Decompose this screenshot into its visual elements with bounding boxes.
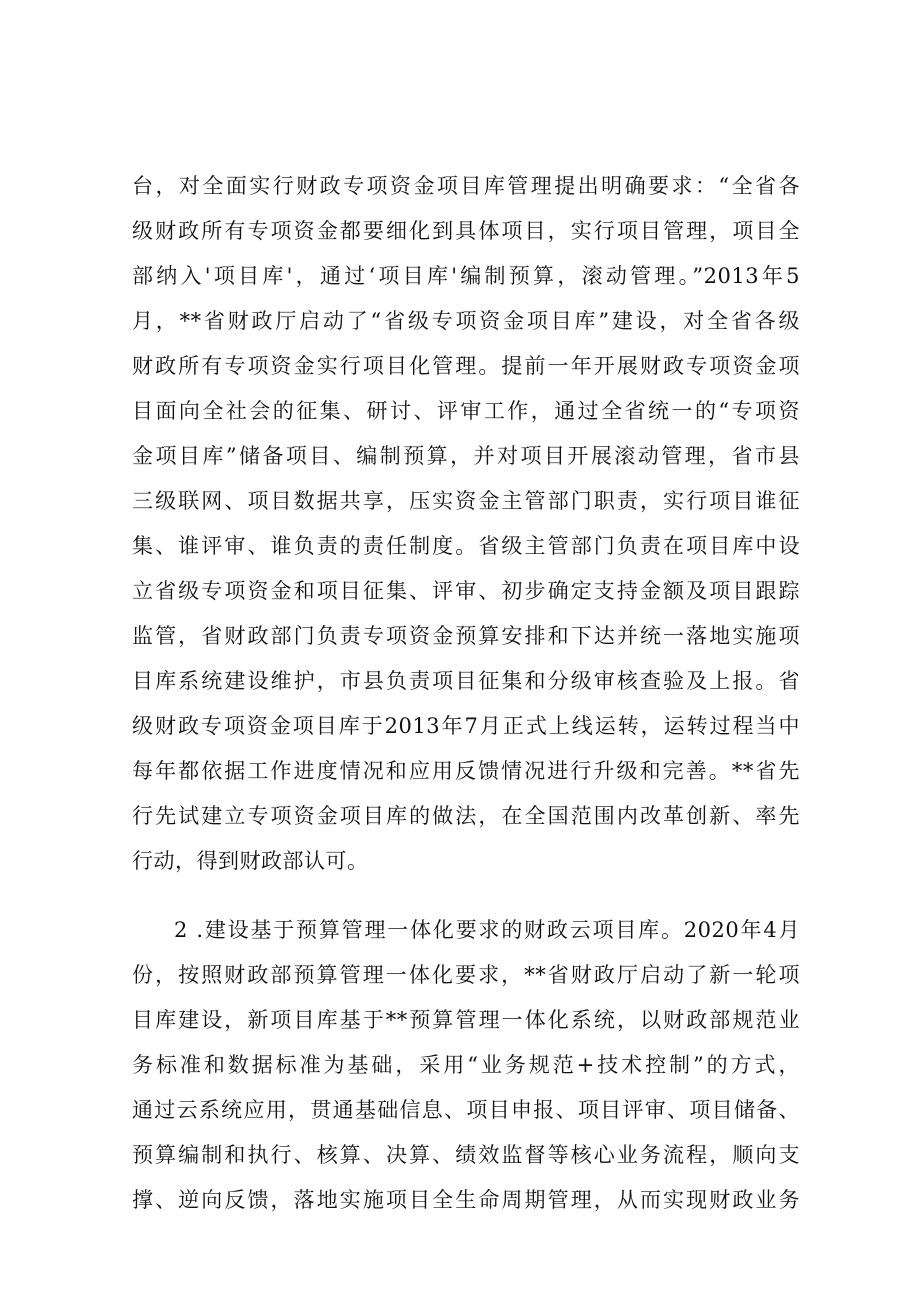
text-line: 金项目库”储备项目、编制预算，并对项目开展滚动管理，省市县: [132, 444, 800, 468]
text-line-heading: 2 .建设基于预算管理一体化要求的财政云项目库。2020年4月: [174, 918, 800, 942]
text-line: 集、谁评审、谁负责的责任制度。省级主管部门负责在项目库中设: [132, 534, 800, 558]
text-line: 撑、逆向反馈，落地实施项目全生命周期管理，从而实现财政业务: [132, 1188, 800, 1212]
text-line: 目库建设，新项目库基于**预算管理一体化系统，以财政部规范业: [132, 1008, 800, 1032]
text-line: 通过云系统应用，贯通基础信息、项目申报、项目评审、项目储备、: [132, 1098, 800, 1122]
text-line: 月，**省财政厅启动了“省级专项资金项目库”建设，对全省各级: [132, 309, 800, 333]
text-line: 目面向全社会的征集、研讨、评审工作，通过全省统一的“专项资: [132, 399, 800, 423]
text-line: 每年都依据工作进度情况和应用反馈情况进行升级和完善。**省先: [132, 759, 800, 783]
paragraph-cloud-project-library: [132, 908, 800, 1223]
text-line: 行动，得到财政部认可。: [132, 849, 369, 873]
text-line: 台，对全面实行财政专项资金项目库管理提出明确要求：“全省各: [132, 174, 800, 198]
text-line: 监管，省财政部门负责专项资金预算安排和下达并统一落地实施项: [132, 624, 800, 648]
paragraph-project-library-history: [132, 164, 800, 884]
text-line: 级财政专项资金项目库于2013年7月正式上线运转，运转过程当中: [132, 714, 800, 738]
document-body: [132, 164, 800, 1223]
text-line: 目库系统建设维护，市县负责项目征集和分级审核查验及上报。省: [132, 669, 800, 693]
text-line: 部纳入'项目库'，通过‘项目库'编制预算，滚动管理。”2013年5: [132, 264, 800, 288]
text-line: 预算编制和执行、核算、决算、绩效监督等核心业务流程，顺向支: [132, 1143, 800, 1167]
text-line: 立省级专项资金和项目征集、评审、初步确定支持金额及项目跟踪: [132, 579, 800, 603]
text-line: 行先试建立专项资金项目库的做法，在全国范围内改革创新、率先: [132, 804, 800, 828]
text-line: 份，按照财政部预算管理一体化要求，**省财政厅启动了新一轮项: [132, 963, 800, 987]
text-line: 级财政所有专项资金都要细化到具体项目，实行项目管理，项目全: [132, 219, 800, 243]
paragraph-spacer: [132, 884, 800, 908]
text-line: 三级联网、项目数据共享，压实资金主管部门职责，实行项目谁征: [132, 489, 800, 513]
text-line: 财政所有专项资金实行项目化管理。提前一年开展财政专项资金项: [132, 354, 800, 378]
text-line: 务标准和数据标准为基础，采用“业务规范+技术控制”的方式，: [132, 1053, 800, 1077]
